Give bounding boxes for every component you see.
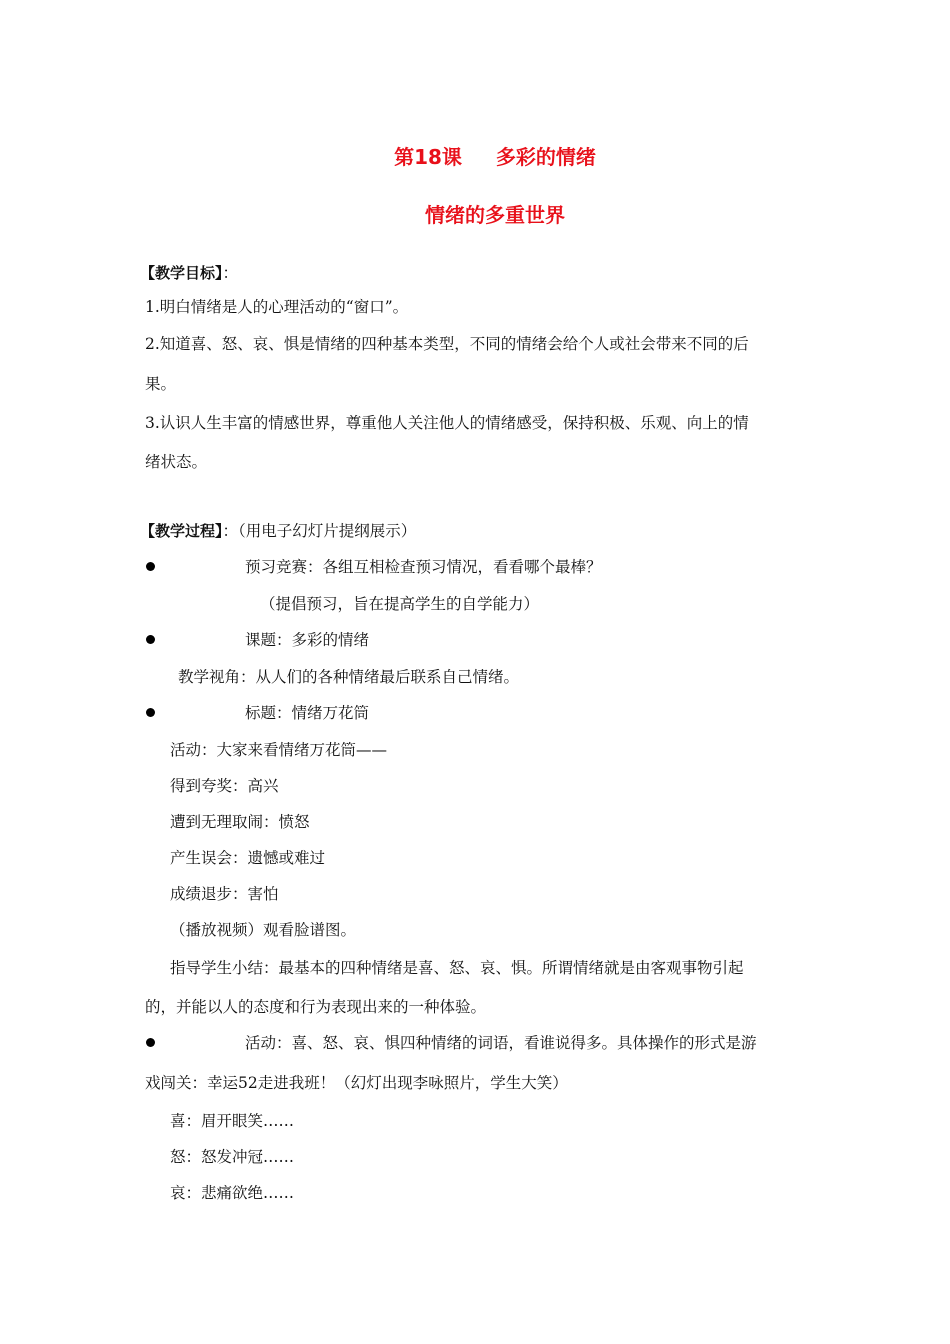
summary-line-1: 指导学生小结：最基本的四种情绪是喜、怒、哀、惧。所谓情绪就是由客观事物引起 — [170, 959, 744, 977]
video-note: （播放视频）观看脸谱图。 — [170, 921, 357, 939]
example-2: 遭到无理取闹：愤怒 — [170, 813, 310, 831]
bullet-2 — [146, 635, 155, 644]
bullet-4-line1: 活动：喜、怒、哀、惧四种情绪的词语，看谁说得多。具体操作的形式是游 — [245, 1034, 757, 1052]
objectives-heading: 【教学目标】 — [140, 264, 223, 282]
bullet-1-note: （提倡预习，旨在提高学生的自学能力） — [260, 595, 540, 613]
objective-3-line2: 绪状态。 — [145, 453, 208, 471]
objective-3-line1: 3.认识人生丰富的情感世界，尊重他人关注他人的情绪感受，保持积极、乐观、向上的情 — [145, 414, 749, 432]
objective-1: 1.明白情绪是人的心理活动的“窗口”。 — [145, 298, 409, 316]
bullet-4 — [146, 1038, 155, 1047]
bullet-4-line2: 戏闯关：幸运52走进我班！（幻灯出现李咏照片，学生大笑） — [145, 1074, 568, 1092]
word-sorrow: 哀：悲痛欲绝…… — [170, 1184, 295, 1202]
bullet-3 — [146, 708, 155, 717]
objectives-heading-suffix: ： — [222, 264, 239, 282]
summary-line-2: 的，并能以人的态度和行为表现出来的一种体验。 — [145, 998, 487, 1016]
lesson-subtitle: 情绪的多重世界 — [425, 203, 565, 227]
process-heading-line — [140, 520, 416, 542]
process-heading: 【教学过程】 — [140, 522, 223, 540]
activity-intro: 活动：大家来看情绪万花筒—— — [170, 741, 388, 759]
lesson-title — [0, 144, 950, 170]
example-3: 产生误会：遗憾或难过 — [170, 849, 326, 867]
example-4: 成绩退步：害怕 — [170, 885, 279, 903]
bullet-1-text: 预习竞赛：各组互相检查预习情况，看看哪个最棒？ — [245, 558, 602, 576]
process-heading-suffix: ：（用电子幻灯片提纲展示） — [222, 522, 417, 540]
bullet-1 — [146, 562, 155, 571]
lesson-number: 第18课 — [394, 145, 462, 169]
objective-2-line2: 果。 — [145, 375, 177, 393]
objective-2-line1: 2.知道喜、怒、哀、惧是情绪的四种基本类型，不同的情绪会给个人或社会带来不同的后 — [145, 335, 749, 353]
bullet-2-note: 教学视角：从人们的各种情绪最后联系自己情绪。 — [178, 668, 520, 686]
example-1: 得到夸奖：高兴 — [170, 777, 279, 795]
objectives-heading-line — [140, 262, 238, 284]
lesson-topic: 多彩的情绪 — [495, 145, 596, 169]
bullet-3-text: 标题：情绪万花筒 — [245, 704, 370, 722]
bullet-2-text: 课题：多彩的情绪 — [245, 631, 370, 649]
word-anger: 怒：怒发冲冠…… — [170, 1148, 295, 1166]
word-joy: 喜：眉开眼笑…… — [170, 1112, 295, 1130]
